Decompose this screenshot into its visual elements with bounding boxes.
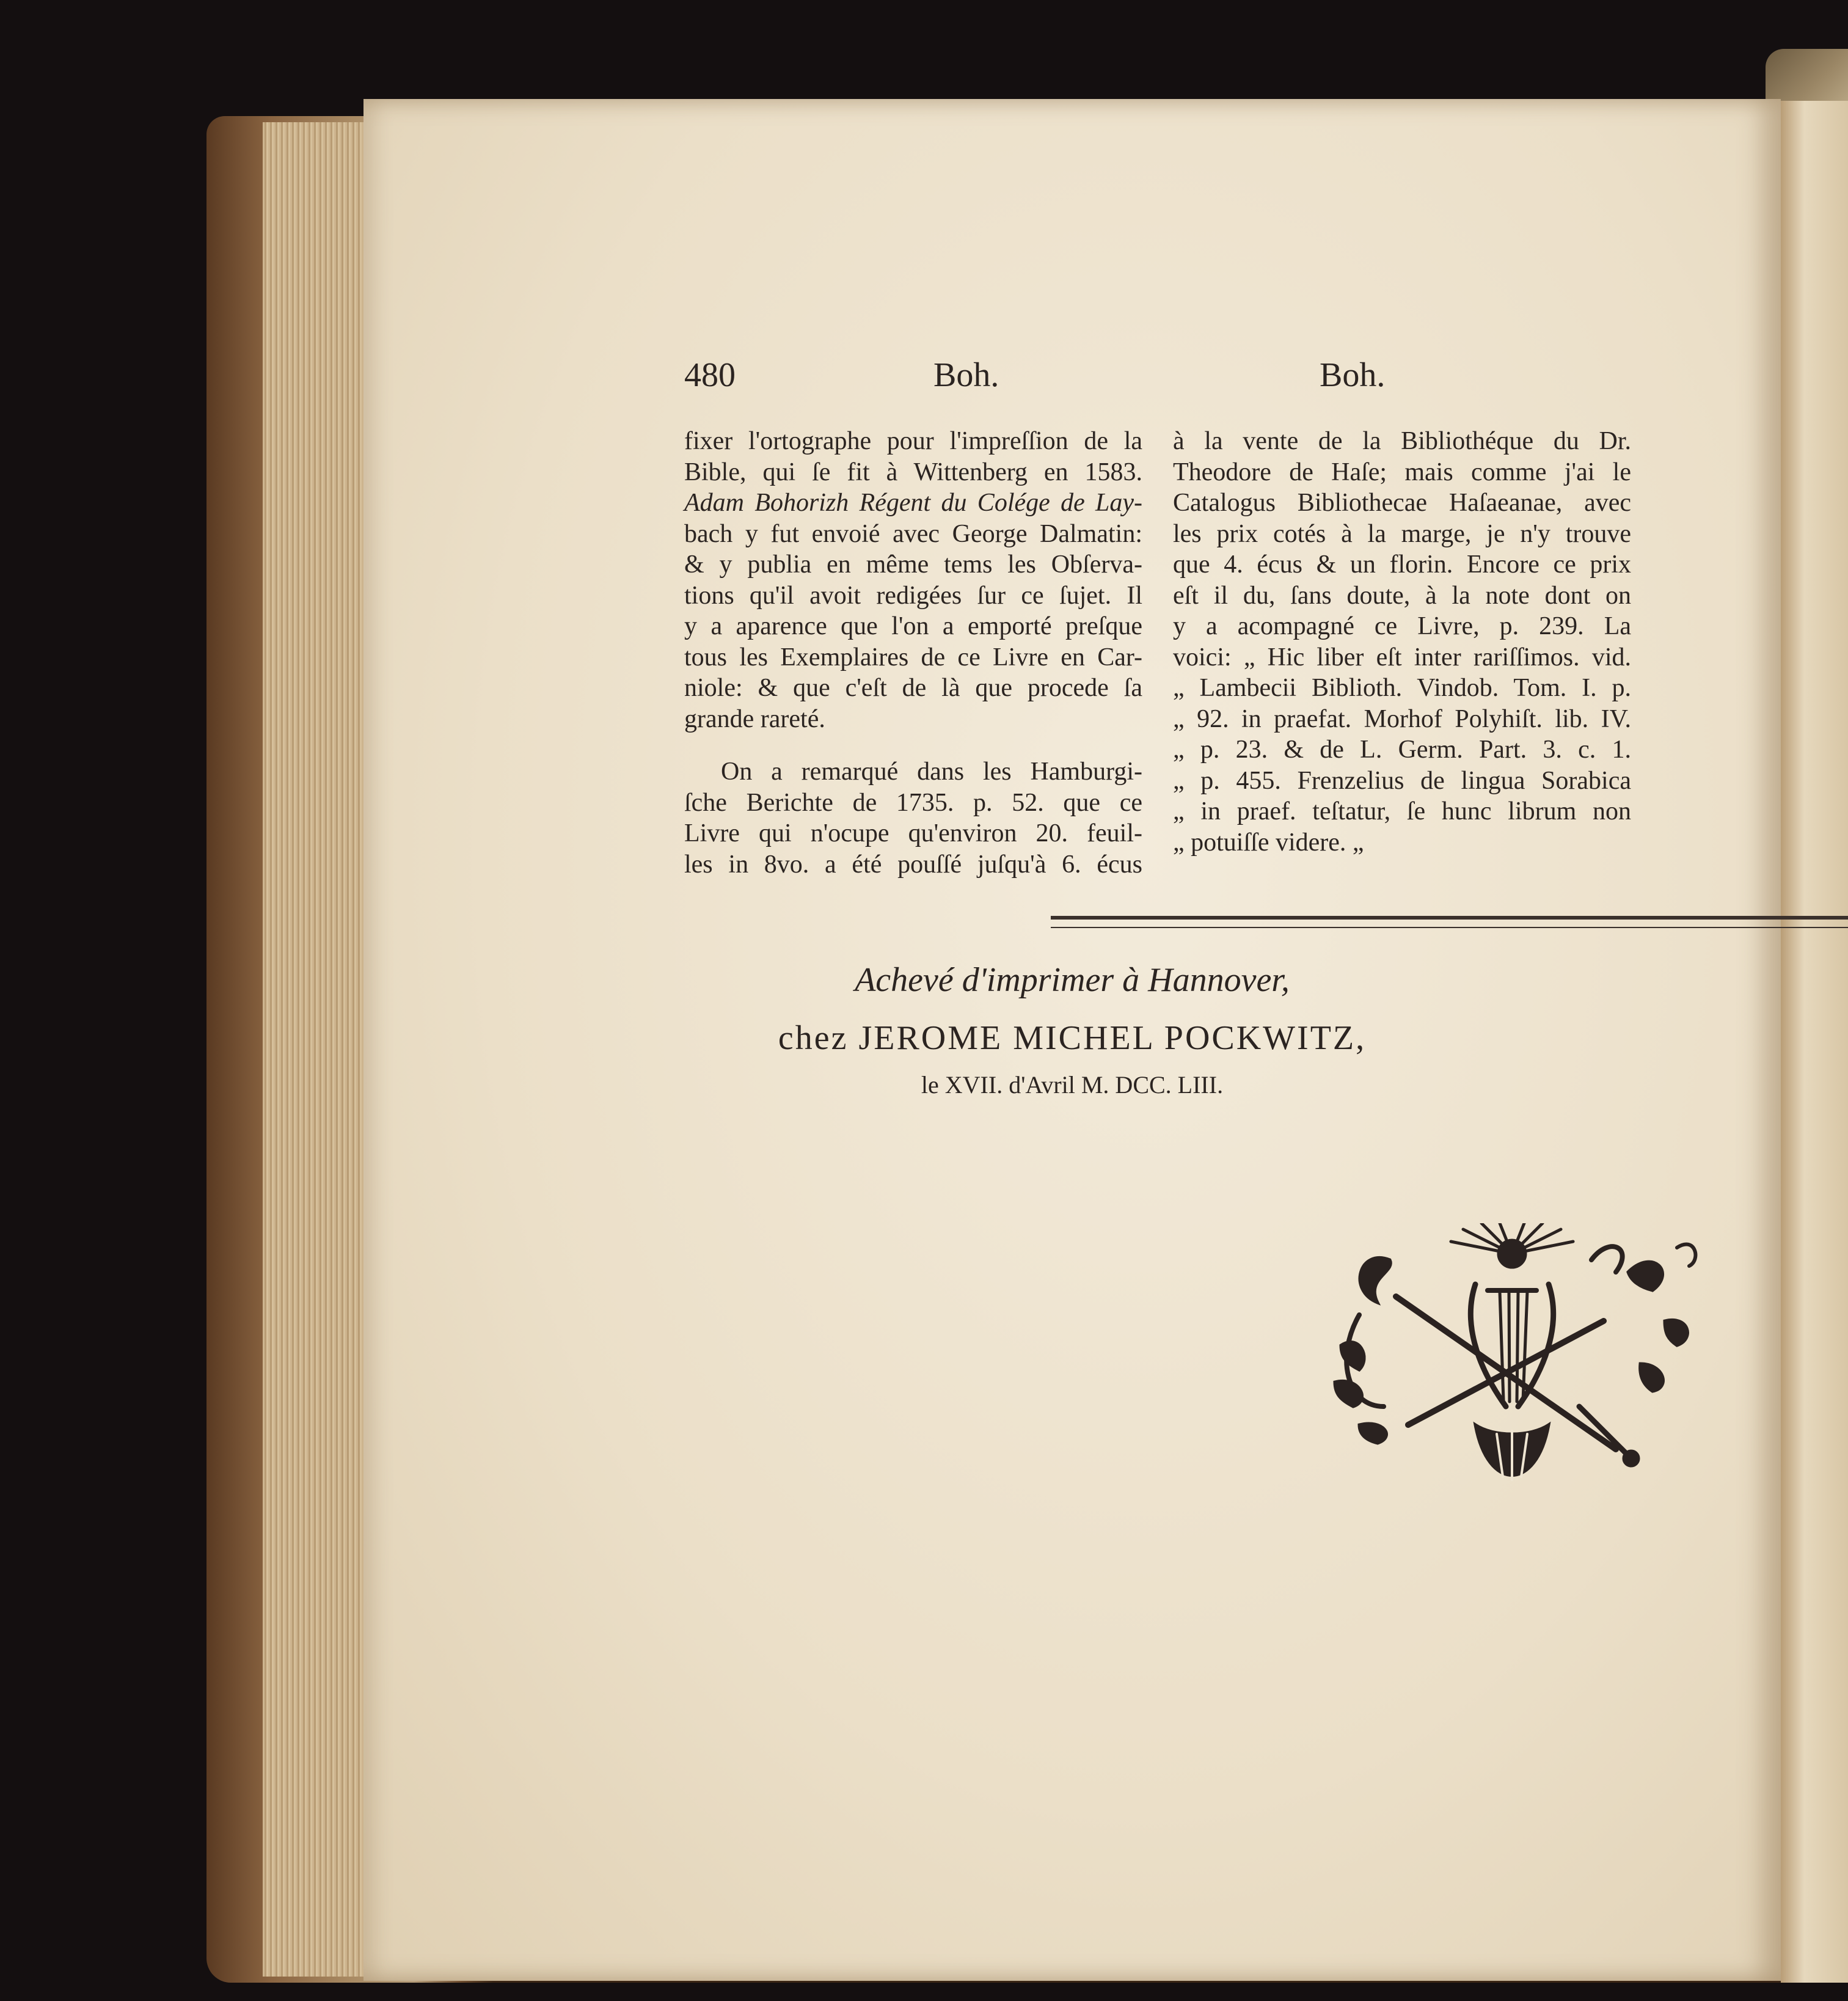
text-line: grande rareté. <box>684 704 825 733</box>
text-line: y a aparence que l'on a emporté preſque <box>684 612 1142 640</box>
imprint-line-3: le XVII. d'Avril M. DCC. LIII. <box>921 1071 1224 1099</box>
imprint-line-2: chez JEROME MICHEL POCKWITZ, <box>778 1019 1367 1057</box>
text-line: „ p. 455. Frenzelius de lingua Sorabica <box>1173 766 1631 795</box>
text-line: „ Lambecii Biblioth. Vindob. Tom. I. p. <box>1173 674 1631 702</box>
text-line: Livre qui n'ocupe qu'environ 20. feuil- <box>684 819 1142 847</box>
running-head-right: Boh. <box>1320 356 1386 394</box>
facing-page-edge <box>1781 101 1848 1983</box>
text-line: Adam Bohorizh Régent du Colége de Lay- <box>684 489 1142 517</box>
text-line: „ potuiſſe videre. „ <box>1173 828 1364 857</box>
book-page <box>363 99 1781 1981</box>
running-head-left: Boh. <box>933 356 999 394</box>
text-line: „ in praef. teſtatur, ſe hunc librum non <box>1173 797 1631 825</box>
text-line: niole: & que c'eſt de là que procede ſa <box>684 674 1142 702</box>
left-column <box>684 426 1142 880</box>
right-column <box>1173 426 1631 858</box>
text-line: On a remarqué dans les Hamburgi- <box>721 758 1142 786</box>
separator-rule-thin <box>1051 927 1848 928</box>
text-line: „ 92. in praefat. Morhof Polyhiſt. lib. IV. <box>1173 704 1631 733</box>
text-line: les in 8vo. a été pouſſé juſqu'à 6. écus <box>684 850 1142 879</box>
text-line: & y publia en même tems les Obſerva- <box>684 551 1142 579</box>
imprint-line-1: Achevé d'imprimer à Hannover, <box>855 961 1290 999</box>
text-line: „ p. 23. & de L. Germ. Part. 3. c. 1. <box>1173 736 1631 764</box>
text-line: que 4. écus & un florin. Encore ce prix <box>1173 551 1631 579</box>
separator-rule-thick <box>1051 916 1848 920</box>
woodcut-ornament <box>1323 1223 1714 1492</box>
text-line: tions qu'il avoit redigées ſur ce ſujet. Il <box>684 581 1142 610</box>
text-line: Theodore de Haſe; mais comme j'ai le <box>1173 458 1631 486</box>
text-line: les prix cotés à la marge, je n'y trouve <box>1173 519 1631 548</box>
text-line: voici: „ Hic liber eſt inter rariſſimos. vid. <box>1173 643 1631 671</box>
page-number: 480 <box>684 356 736 394</box>
text-line: Bible, qui ſe fit à Wittenberg en 1583. <box>684 458 1142 486</box>
text-line: Catalogus Bibliothecae Haſaeanae, avec <box>1173 489 1631 517</box>
text-line: eſt il du, ſans doute, à la note dont on <box>1173 581 1631 610</box>
text-line: à la vente de la Bibliothéque du Dr. <box>1173 427 1631 455</box>
text-line: bach y fut envoié avec George Dalmatin: <box>684 519 1142 548</box>
text-line: tous les Exemplaires de ce Livre en Car- <box>684 643 1142 671</box>
text-line: ſche Berichte de 1735. p. 52. que ce <box>684 788 1142 817</box>
text-line: y a acompagné ce Livre, p. 239. La <box>1173 612 1631 640</box>
text-line: fixer l'ortographe pour l'impreſſion de la <box>684 427 1142 455</box>
